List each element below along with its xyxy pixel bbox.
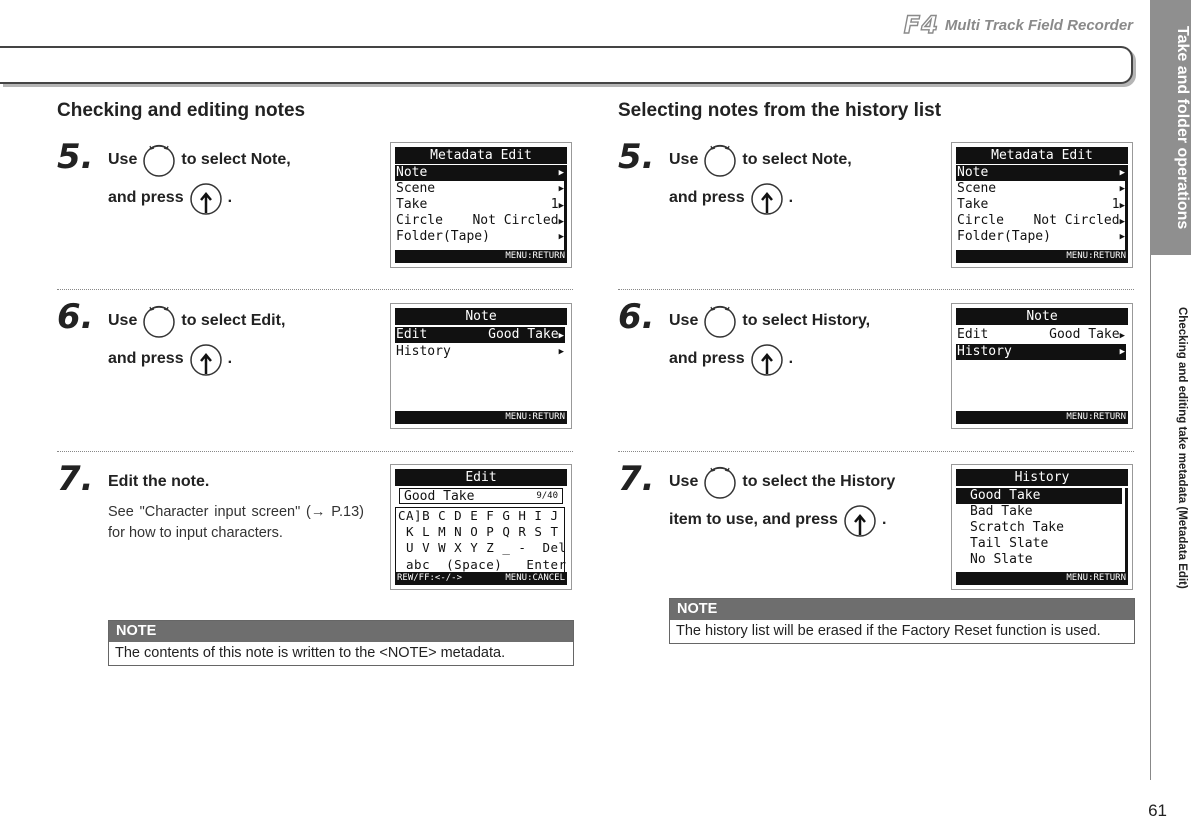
step-line (108, 303, 285, 339)
lcd-label: Scene (396, 181, 436, 196)
arrow-right-icon: ▶ (1119, 217, 1125, 227)
dial-icon (142, 143, 176, 177)
step-line (669, 303, 870, 339)
arrow-right-icon: ▶ (1119, 347, 1125, 357)
lcd-value: Good Take▶ (488, 327, 564, 342)
lcd-metadata-edit (390, 142, 572, 268)
note-box (108, 620, 574, 666)
lcd-label: Folder(Tape) (396, 229, 490, 244)
lcd-row: No Slate (970, 552, 1033, 567)
step-line (669, 142, 852, 178)
lcd-char-count: 9/40 (536, 491, 558, 501)
brand-logo: F4 (903, 11, 939, 39)
lcd-footer (395, 572, 567, 585)
step-text: . (227, 350, 233, 367)
page-number: 61 (1148, 801, 1167, 820)
lcd-label: Circle (396, 213, 443, 228)
note-heading: NOTE (670, 599, 1134, 620)
step-number: 7. (57, 459, 94, 499)
step-title: Edit the note. (108, 473, 210, 490)
lcd-footer-text: MENU:CANCEL (505, 573, 565, 583)
arrow-right-icon: ▶ (558, 232, 564, 242)
dial-press-icon (189, 342, 223, 376)
arrow-right-icon: ▶ (1119, 184, 1125, 194)
brand (903, 11, 1133, 39)
step-line (669, 464, 895, 500)
divider (618, 451, 1134, 452)
lcd-row (956, 213, 1126, 229)
side-tab-label: Take and folder operations (1174, 26, 1191, 230)
step-text: Use (669, 473, 699, 490)
lcd-row: Scratch Take (970, 520, 1064, 535)
divider (57, 289, 573, 290)
brand-text: Multi Track Field Recorder (944, 16, 1133, 34)
lcd-scrollbar (564, 165, 567, 251)
step-description: See "Character input screen" (→ P.13) for how to input characters. (108, 504, 364, 541)
lcd-label: Edit (957, 327, 989, 342)
dial-press-icon (750, 181, 784, 215)
step-text: . (788, 350, 794, 367)
step-number: 5. (57, 137, 94, 177)
step-line (669, 502, 886, 538)
step-text: . (227, 189, 233, 206)
lcd-row (395, 197, 565, 213)
lcd-footer-text: MENU:RETURN (505, 412, 565, 422)
lcd-row: Good Take (956, 488, 1122, 504)
arrow-right-icon: ▶ (558, 168, 564, 178)
lcd-title: History (956, 469, 1128, 486)
lcd-note (390, 303, 572, 429)
lcd-row (956, 327, 1126, 343)
lcd-row (395, 327, 565, 343)
lcd-value: Not Circled▶ (1033, 213, 1125, 228)
lcd-row (395, 165, 565, 181)
lcd-row (956, 181, 1126, 197)
step-text: . (788, 189, 794, 206)
arrow-right-icon: ▶ (558, 184, 564, 194)
lcd-title: Metadata Edit (395, 147, 567, 164)
arrow-right-icon: ▶ (1119, 331, 1125, 341)
step-number: 5. (618, 137, 655, 177)
lcd-footer-text: MENU:RETURN (1066, 412, 1126, 422)
step-number: 6. (618, 297, 655, 337)
lcd-label: Edit (396, 327, 428, 342)
lcd-footer-text: MENU:RETURN (1066, 573, 1126, 583)
lcd-value: Not Circled▶ (472, 213, 564, 228)
divider (618, 289, 1134, 290)
lcd-edit (390, 464, 572, 590)
lcd-grid-row: U V W X Y Z _ - Del (398, 540, 567, 555)
step-text: to select the History (742, 473, 896, 490)
lcd-title: Note (395, 308, 567, 325)
step-line (669, 180, 793, 216)
lcd-label: Take (957, 197, 989, 212)
lcd-row (395, 181, 565, 197)
lcd-label: Note (957, 165, 989, 180)
header-bar (0, 46, 1133, 84)
step-text: to select Note, (742, 151, 852, 168)
side-rule (1150, 255, 1151, 780)
step-text: Use (669, 151, 699, 168)
lcd-grid-row: K L M N O P Q R S T (398, 524, 559, 539)
dial-icon (142, 304, 176, 338)
step-text: and press (669, 350, 745, 367)
lcd-label: Note (396, 165, 428, 180)
lcd-row (395, 213, 565, 229)
section-title-left: Checking and editing notes (57, 100, 306, 121)
lcd-value: 1▶ (550, 197, 564, 212)
lcd-title: Edit (395, 469, 567, 486)
lcd-footer-text: REW/FF:<-/-> (397, 573, 463, 583)
lcd-char-grid (395, 507, 565, 577)
section-title-right: Selecting notes from the history list (618, 100, 942, 121)
lcd-label: Folder(Tape) (957, 229, 1051, 244)
lcd-title: Metadata Edit (956, 147, 1128, 164)
lcd-row: Bad Take (970, 504, 1033, 519)
lcd-footer (395, 250, 567, 263)
step-text: Use (108, 151, 138, 168)
lcd-title: Note (956, 308, 1128, 325)
step-number: 6. (57, 297, 94, 337)
lcd-row (956, 197, 1126, 213)
lcd-row (956, 229, 1126, 245)
dial-press-icon (750, 342, 784, 376)
step-number: 7. (618, 459, 655, 499)
lcd-label: History (396, 344, 451, 359)
note-body: The history list will be erased if the Factory Reset function is used. (676, 623, 1101, 639)
step-text: Use (108, 312, 138, 329)
arrow-right-icon: ▶ (1119, 201, 1125, 211)
arrow-right-icon: ▶ (558, 331, 564, 341)
step-text: to select Note, (181, 151, 291, 168)
dial-press-icon (843, 503, 877, 537)
arrow-right-icon: ▶ (1119, 232, 1125, 242)
lcd-text-field (399, 488, 563, 504)
arrow-right-icon: ▶ (558, 201, 564, 211)
step-text: and press (108, 350, 184, 367)
lcd-footer (956, 411, 1128, 424)
lcd-row (395, 229, 565, 245)
step-text: Use (669, 312, 699, 329)
lcd-label: Scene (957, 181, 997, 196)
lcd-metadata-edit (951, 142, 1133, 268)
step-text: to select Edit, (181, 312, 286, 329)
lcd-footer (395, 411, 567, 424)
step-line (108, 341, 232, 377)
lcd-grid-row: CA]B C D E F G H I J (398, 508, 559, 523)
lcd-footer (956, 572, 1128, 585)
lcd-value: 1▶ (1111, 197, 1125, 212)
arrow-right-icon: ▶ (558, 217, 564, 227)
lcd-history (951, 464, 1133, 590)
lcd-footer-text: MENU:RETURN (505, 251, 565, 261)
lcd-row (956, 344, 1126, 360)
divider (57, 451, 573, 452)
lcd-value: Good Take▶ (1049, 327, 1125, 342)
lcd-row: Tail Slate (970, 536, 1049, 551)
step-text: to select History, (742, 312, 871, 329)
note-body: The contents of this note is written to the <NOTE> metadata. (115, 645, 506, 661)
step-text: and press (669, 189, 745, 206)
step-text: item to use, and press (669, 511, 838, 528)
dial-press-icon (189, 181, 223, 215)
note-heading: NOTE (109, 621, 573, 642)
dial-icon (703, 465, 737, 499)
lcd-scrollbar (1125, 488, 1128, 572)
lcd-label: History (957, 344, 1012, 359)
step-text: and press (108, 189, 184, 206)
lcd-row (395, 344, 565, 360)
lcd-grid-row: abc (Space) Enter (398, 557, 567, 572)
step-line (108, 142, 291, 178)
lcd-footer-text: MENU:RETURN (1066, 251, 1126, 261)
step-text: . (881, 511, 887, 528)
lcd-label: Circle (957, 213, 1004, 228)
lcd-text-value: Good Take (404, 488, 475, 504)
lcd-note (951, 303, 1133, 429)
lcd-footer (956, 250, 1128, 263)
step-line (108, 180, 232, 216)
arrow-right-icon: ▶ (1119, 168, 1125, 178)
lcd-label: Take (396, 197, 428, 212)
dial-icon (703, 304, 737, 338)
side-sub-label: Checking and editing take metadata (Metadata Edit) (1176, 307, 1188, 589)
lcd-row (956, 165, 1126, 181)
lcd-scrollbar (1125, 165, 1128, 251)
arrow-right-icon: ▶ (558, 347, 564, 357)
note-box (669, 598, 1135, 644)
dial-icon (703, 143, 737, 177)
step-line (669, 341, 793, 377)
